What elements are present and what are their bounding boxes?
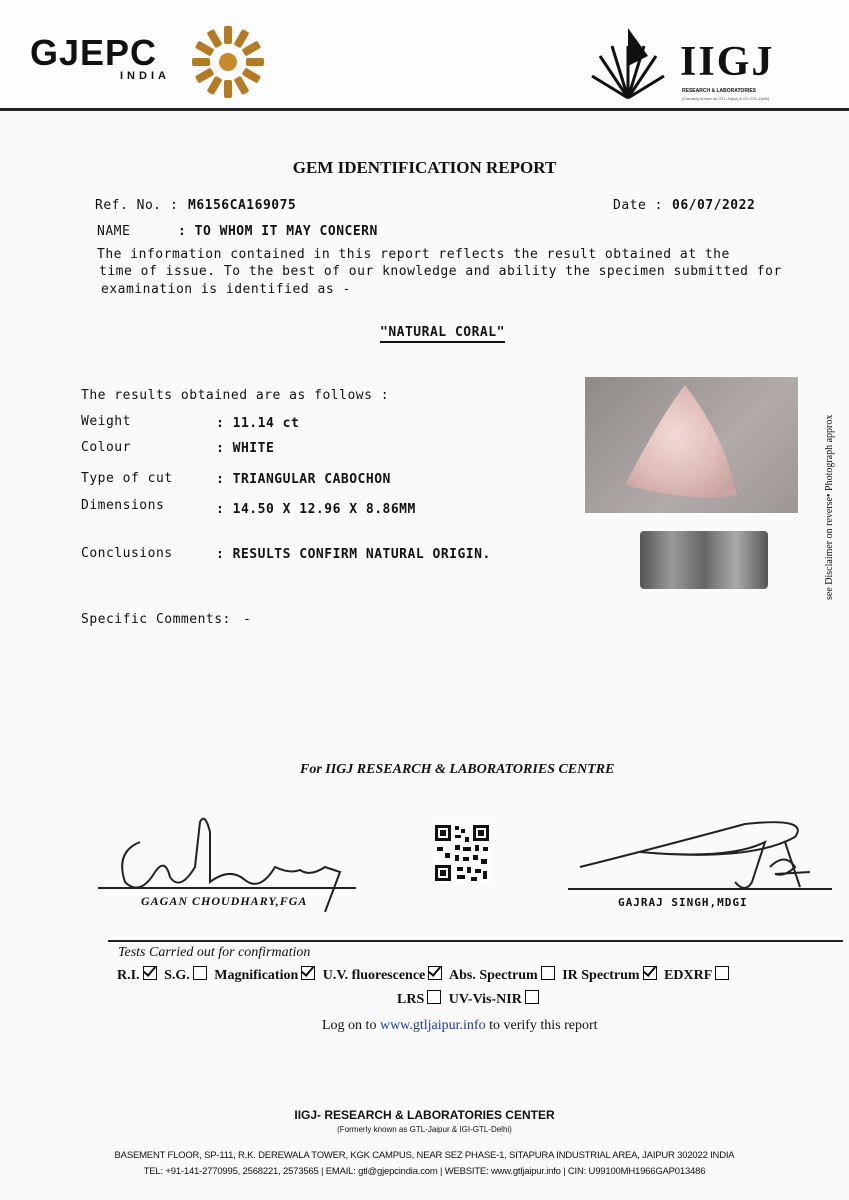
verify-prefix: Log on to [322,1018,377,1033]
test-label-uvvis: UV-Vis-NIR [448,992,522,1007]
left-signatory-name: GAGAN CHOUDHARY,FGA [141,894,308,908]
result-label-dimensions: Dimensions [81,498,165,513]
conclusions-label: Conclusions [81,546,173,561]
signatory-for: For [300,762,322,777]
test-checkbox-lrs [427,990,441,1004]
comments-value: - [243,612,252,627]
results-intro: The results obtained are as follows : [81,388,390,403]
result-value-weight: : 11.14 ct [216,416,300,431]
test-label-ri: R.I. [117,968,140,983]
test-checkbox-uvvis [525,990,539,1004]
identification-result: "NATURAL CORAL" [380,325,505,343]
ref-label: Ref. No. : [95,198,179,213]
test-label-ir: IR Spectrum [562,968,640,983]
test-checkbox-uv [428,966,442,980]
result-value-colour: : WHITE [216,441,275,456]
result-label-cut: Type of cut [81,471,173,486]
report-title: GEM IDENTIFICATION REPORT [292,158,557,177]
test-label-uv: U.V. fluorescence [322,968,426,983]
signatory-org: IIGJ RESEARCH & LABORATORIES CENTRE [325,762,615,777]
date-label: Date : [613,198,663,213]
comments-label: Specific Comments: [81,612,231,627]
test-label-edxrf: EDXRF [664,968,713,983]
qr-code-icon [433,823,491,883]
iigj-logo-text: IIGJ [680,39,775,85]
tests-row-2 [397,990,543,1008]
test-checkbox-ri [143,966,157,980]
intro-line-3: examination is identified as - [101,282,351,297]
tests-title: Tests Carried out for confirmation [118,945,311,960]
gjepc-sun-icon [188,22,268,102]
result-value-cut: : TRIANGULAR CABOCHON [216,472,391,487]
name-label: NAME [97,224,131,239]
result-value-dimensions: : 14.50 X 12.96 X 8.86MM [216,502,416,517]
photo-disclaimer: see Disclaimer on reverse• Photograph approx [824,414,835,600]
date-value: 06/07/2022 [672,198,756,213]
test-checkbox-edxrf [715,966,729,980]
tests-divider [108,940,843,942]
footer-address: BASEMENT FLOOR, SP-111, R.K. DEREWALA TOWER, KGK CAMPUS, NEAR SEZ PHASE-1, SITAPURA INDUSTRIAL AREA, JAIPUR 302022 INDIA [114,1150,735,1161]
verify-link[interactable]: www.gtljaipur.info [379,1018,486,1033]
verify-line [322,1018,598,1034]
intro-line-2: time of issue. To the best of our knowledge and ability the specimen submitted for [99,264,782,279]
test-checkbox-ir [643,966,657,980]
conclusions-value: : RESULTS CONFIRM NATURAL ORIGIN. [216,547,491,562]
iigj-logo-tagline: (Formerly known as GTL-Jaipur & IGI-GTL-Delhi) [682,96,770,101]
left-signature-line [98,887,356,889]
hologram-seal [640,531,768,589]
test-label-lrs: LRS [397,992,425,1007]
footer-formerly: (Formerly known as GTL-Jaipur & IGI-GTL-Delhi) [337,1125,512,1134]
name-value: : TO WHOM IT MAY CONCERN [178,224,378,239]
result-label-colour: Colour [81,440,131,455]
ref-value: M6156CA169075 [188,198,297,213]
test-label-abs: Abs. Spectrum [449,968,538,983]
iigj-starburst-icon [588,26,668,106]
gjepc-logo-sub: INDIA [120,70,170,82]
right-signatory-name: GAJRAJ SINGH,MDGI [618,896,748,909]
iigj-logo-sub: RESEARCH & LABORATORIES [682,88,756,94]
test-checkbox-magnification [301,966,315,980]
intro-line-1: The information contained in this report reflects the result obtained at the [97,247,730,262]
test-checkbox-abs [541,966,555,980]
gjepc-logo-text: GJEPC [30,32,158,73]
header-rule [0,108,849,111]
coral-cabochon-icon [585,377,798,513]
test-label-magnification: Magnification [214,968,299,983]
tests-row-1 [117,966,733,984]
footer-contact: TEL: +91-141-2770995, 2568221, 2573565 | EMAIL: gtl@gjepcindia.com | WEBSITE: www.gtljaipur.info | CIN: U99100MH1966GAP013486 [143,1166,706,1177]
test-checkbox-sg [193,966,207,980]
result-label-weight: Weight [81,414,131,429]
footer-org: IIGJ- RESEARCH & LABORATORIES CENTER [294,1108,555,1122]
test-label-sg: S.G. [164,968,190,983]
gem-photo [585,377,798,513]
right-signature-line [568,888,832,890]
verify-suffix: to verify this report [489,1018,598,1033]
